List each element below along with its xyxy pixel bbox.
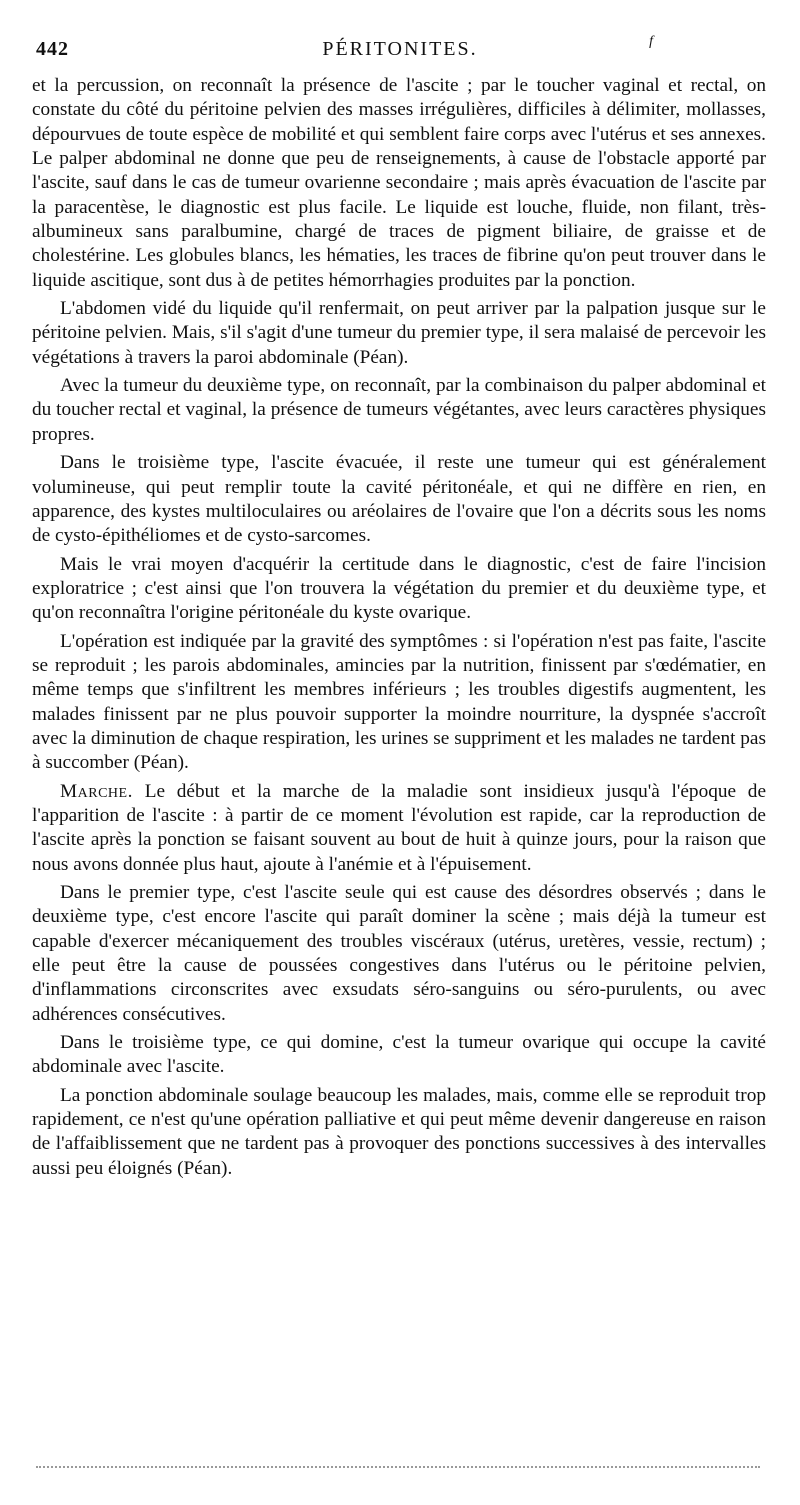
section-label: Marche. <box>60 780 133 802</box>
marche-paragraph <box>32 780 766 877</box>
paragraph: La ponction abdominale soulage beaucoup les malades, mais, comme elle se reproduit trop rapidement, ce n'est qu'une opération palliative et qui peut même devenir dangereuse en raison de l'affaiblissement que ne tardent pas à provoquer des ponctions successives à des intervalles aussi peu éloignés (Péan). <box>32 1084 766 1179</box>
paragraph: et la percussion, on reconnaît la présence de l'ascite ; par le toucher vaginal et rectal, on constate du côté du péritoine pelvien des masses irrégulières, difficiles à délimiter, mollasses, dépourvues de toute espèce de mobilité et qui semblent faire corps avec l'utérus et ses annexes. Le palper abdominal ne donne que peu de renseignements, à cause de l'obstacle apporté par l'ascite, sauf dans le cas de tumeur ovarienne secondaire ; mais après évacuation de l'ascite par la paracentèse, le diagnostic est plus facile. Le liquide est louche, fluide, non filant, très-albumineux sans paralbumine, chargé de traces de pigment biliaire, de graisse et de cholestérine. Les globules blancs, les hématies, les traces de fibrine qu'on peut trouver dans le liquide ascitique, sont dus à de petites hémorrhagies produites par la ponction. <box>32 75 766 291</box>
page-number: 442 <box>36 38 69 60</box>
running-title: PÉRITONITES. <box>322 38 478 60</box>
page-header <box>28 34 772 66</box>
paragraph: Avec la tumeur du deuxième type, on reconnaît, par la combinaison du palper abdominal et du toucher rectal et vaginal, la présence de tumeurs végétantes, avec leurs caractères physiques propres. <box>32 375 766 445</box>
paragraph: Mais le vrai moyen d'acquérir la certitude dans le diagnostic, c'est de faire l'incision exploratrice ; c'est ainsi que l'on trouvera la végétation du premier et du deuxième type, et qu'on reconnaîtra l'origine péritonéale du kyste ovarique. <box>32 553 766 624</box>
body-text <box>32 74 766 1185</box>
paragraph: L'abdomen vidé du liquide qu'il renfermait, on peut arriver par la palpation jusque sur le péritoine pelvien. Mais, s'il s'agit d'une tumeur du premier type, il sera malaisé de percevoir les végétations à travers la paroi abdominale (Péan). <box>32 298 766 368</box>
paragraph: Dans le troisième type, ce qui domine, c'est la tumeur ovarique qui occupe la cavité abdominale avec l'ascite. <box>32 1032 766 1078</box>
footer-rule <box>36 1466 760 1468</box>
marche-text: Le début et la marche de la maladie sont insidieux jusqu'à l'époque de l'apparition de l'ascite : à partir de ce moment l'évolution est rapide, car la reproduction de l'ascite après la ponction se faisant souvent au bout de huit à quinze jours, pour la raison que nous avons donnée plus haut, ajoute à l'anémie et à l'épuisement. <box>32 780 766 875</box>
paragraph: Dans le premier type, c'est l'ascite seule qui est cause des désordres observés ; dans le deuxième type, c'est encore l'ascite qui paraît dominer la scène ; mais déjà la tumeur est capable d'exercer mécaniquement des troubles viscéraux (utérus, uretères, vessie, rectum) ; elle peut être la cause de poussées congestives dans l'utérus ou le péritoine pelvien, d'inflammations circonscrites avec exsudats séro-sanguins ou séro-purulents, ou avec adhérences consécutives. <box>32 882 766 1025</box>
stray-mark: f <box>649 34 654 49</box>
paragraph: Dans le troisième type, l'ascite évacuée, il reste une tumeur qui est généralement volumineuse, qui peut remplir toute la cavité péritonéale, et qui ne diffère en rien, en apparence, des kystes multiloculaires ou aréolaires de l'ovaire que l'on a décrits sous les noms de cysto-épithéliomes et de cysto-sarcomes. <box>32 452 766 547</box>
paragraph: L'opération est indiquée par la gravité des symptômes : si l'opération n'est pas faite, l'ascite se reproduit ; les parois abdominales, amincies par la nutrition, finissent par s'œdématier, en même temps que s'infiltrent les membres inférieurs ; les troubles digestifs augmentent, les malades finissent par ne plus pouvoir supporter la moindre nourriture, la dyspnée s'accroît avec la diminution de chaque respiration, les urines se suppriment et les malades ne tardent pas à succomber (Péan). <box>32 630 766 774</box>
